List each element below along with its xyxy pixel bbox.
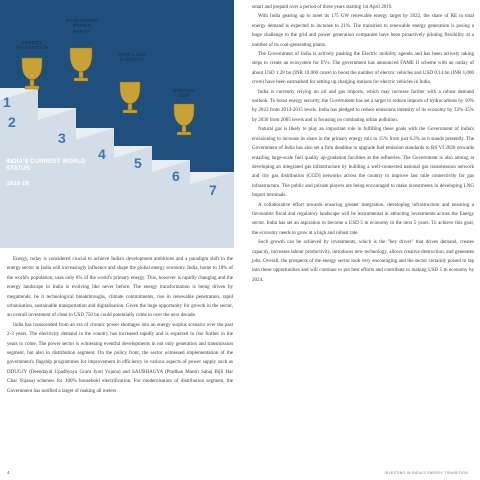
paragraph: Such growth can be achieved by investments, which is the "key driver" that drives demand, creates capacity, increases labour productivity, introduces new technology, allows creative destruction, and generates jobs. Overall, the prospects of the energy sector look very encouraging and the sector certainly poised to tap into these opportunities and will continue to put best efforts and contribute to making USD 5 tn economy by 2024. — [252, 239, 474, 283]
paragraph: Energy, today is considered crucial to achieve India's development ambitions and a paradigm shift in the energy sector in India will increasingly influence and shape the global energy economy. India, home to 18% of the world's population, uses only 6% of the world's primary energy. This, however is rapidly changing and the energy landscape in India is evolving like never before. The energy transformation is being driven by megatrends; be it technological breakthroughs, climate commitments, rise in renewable penetration, rapid urbanisation, sustainable transportation and digitalisation. Given the huge opportunity for growth in the sector, an overall investment of close to USD 750 bn could potentially come in over the next decade. — [7, 256, 233, 319]
rank-4: 4 — [98, 146, 106, 162]
paragraph: India has transcended from an era of chronic power shortages into an energy surplus scenario over the past 2-3 years. The electricity demand in the country has increased rapidly and is expected to rise further in the years to come. The power sector is witnessing eventful developments in not only generation and transmission segment, but also in distribution segment. On the policy front, the sector witnessed implementation of the government's flagship programmes for improvement in efficiency in various aspects of power supply such as DDUGJY (Deendayal Upadhyaya Gram Jyoti Yojana) and SAUBHAGYA (Pradhan Mantri Sahaj Bijli Har Ghar Yojana) schemes for 100% household electrification. For modernisation of distribution segment, the Government has notified a target of making all meters — [7, 321, 233, 394]
rank-6: 6 — [172, 168, 180, 184]
label-installed-capacity: INSTALLED CAPACITY — [118, 52, 146, 63]
paragraph: With India gearing up to meet its 175 GW renewable energy target by 2022, the share of RE in total energy demand is expected to increase to 21%. The transition to renewable energy generation is posing a huge challenge to the grid and power generation companies have been proactively piloting flexibility at a number of its coal-generating plants. — [252, 13, 474, 48]
paragraph: The Government of India is actively pushing the Electric mobility agenda and has been actively taking steps to create an ecosystem for EVs. The government has announced FAME II scheme with an outlay of about USD 1.28 bn (INR 10,000 crore) to boost the number of electric vehicles and USD 0.14 bn (INR 1,000 crore) have been earmarked for setting up charging stations for electric vehicles in India. — [252, 51, 474, 86]
paragraph: India is currently relying on oil and gas imports, which may increase further with a robust demand outlook. To boost energy security, the Government has set a target to reduce imports of hydrocarbons by 10% by 2022 from 2014-2015 levels. India has pledged to reduce emissions intensity of its economy by 33%-35% by 2030 from 2005 levels and is focusing on combating urban pollution. — [252, 88, 474, 123]
hero-title: INDIA'S CURRENT WORLD STATUS — [6, 158, 86, 173]
hero-years: (2018-19) — [6, 181, 30, 187]
rank-1: 1 — [3, 94, 11, 110]
page-number: 4 — [7, 470, 10, 475]
hero-graphic — [0, 0, 234, 248]
label-nominal-gdp: NOMINAL GDP — [172, 88, 196, 99]
left-text-column — [7, 255, 233, 396]
rank-5: 5 — [134, 155, 142, 171]
paragraph: Natural gas is likely to play an important role in fulfilling these goals with the Government of India's envisioning to increase its share in the primary energy mix to 15% from just 6.2% as it stands presently. The Government of India has also set a firm deadline to upgrade fuel emission standards to BS VI 2020 onwards entailing large-scale fuel quality up-gradation facilities at the refineries. The Government is also aiming at developing an integrated gas infrastructure by building a well-connected national gas transmission network and city gas distribution (CGD) networks across the country to improve last mile connectivity for gas infrastructure. The public and private players are being encouraged to make investments in developing LNG import terminals. — [252, 126, 474, 199]
publication-title: INVESTING IN INDIA'S ENERGY TRANSITION — [384, 471, 468, 475]
rank-7: 7 — [209, 182, 217, 198]
label-energy-production: ENERGY PRODUCTION — [15, 40, 49, 51]
paragraph: A collaborative effort towards ensuring greater integration, developing infrastructure and ensuring a favourable fiscal and regulatory landscape will be instrumental in attracting investments across the Energy sector. India has set an aspiration to become a USD 5 tn economy in the next 5 years. To achieve this goal, the economy needs to grow at a high and robust rate. — [252, 201, 474, 236]
paragraph: smart and prepaid over a period of three years starting 1st April 2019. — [252, 4, 393, 10]
label-purchasing-power-parity: PURCHASING POWER PARITY — [65, 18, 99, 34]
rank-3: 3 — [58, 130, 66, 146]
right-text-column — [252, 3, 474, 285]
ranking-steps-illustration — [0, 0, 234, 248]
rank-2: 2 — [8, 114, 16, 130]
